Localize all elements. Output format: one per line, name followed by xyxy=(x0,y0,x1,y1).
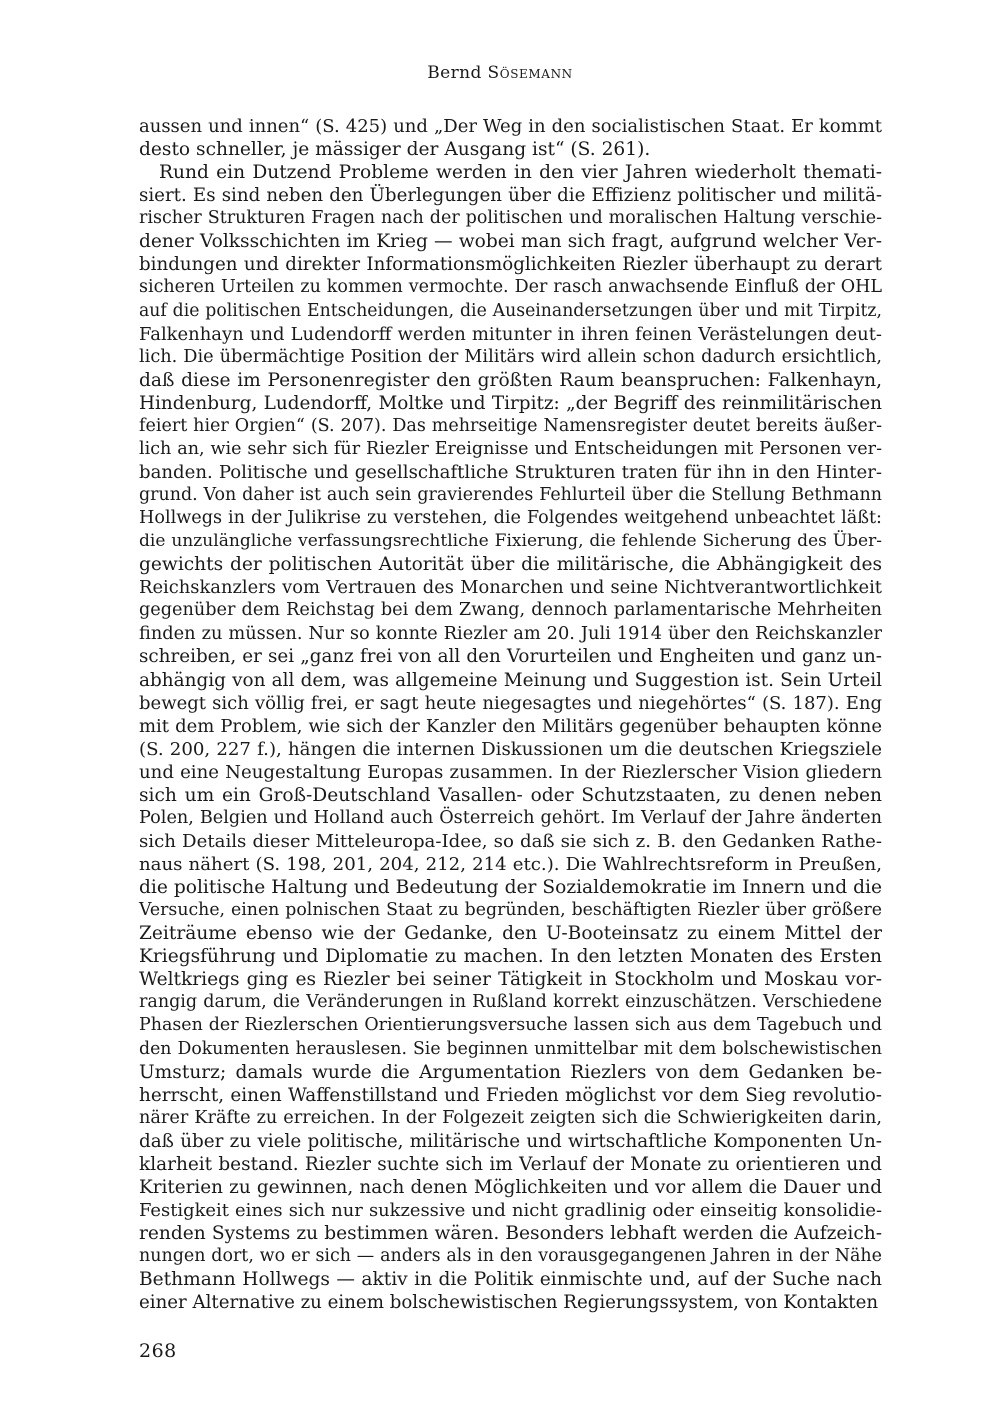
text-line: lich. Die übermächtige Position der Militärs wird allein schon dadurch ersichtlich, xyxy=(139,346,882,367)
text-line: feiert hier Orgien“ (S. 207). Das mehrseitige Namensregister deutet bereits äußer- xyxy=(139,415,882,436)
text-line: daß diese im Personenregister den größten Raum beanspruchen: Falkenhayn, xyxy=(139,369,882,391)
text-line: rangig darum, die Veränderungen in Rußland korrekt einzuschätzen. Verschiedene xyxy=(139,992,882,1013)
text-line: naus nähert (S. 198, 201, 204, 212, 214 etc.). Die Wahlrechtsreform in Preußen, xyxy=(139,854,882,875)
text-line: daß über zu viele politische, militärische und wirtschaftliche Komponenten Un- xyxy=(139,1130,882,1152)
text-line: Falkenhayn und Ludendorff werden mitunter in ihren feinen Verästelungen deut- xyxy=(139,323,882,345)
text-line: aussen und innen“ (S. 425) und „Der Weg in den socialistischen Staat. Er kommt xyxy=(139,116,882,137)
text-line: rischer Strukturen Fragen nach der politischen und moralischen Haltung verschie- xyxy=(139,208,882,229)
text-line: gegenüber dem Reichstag bei dem Zwang, dennoch parlamentarische Mehrheiten xyxy=(139,600,882,621)
text-line: Phasen der Riezlerschen Orientierungsversuche lassen sich aus dem Tagebuch und xyxy=(139,1015,882,1036)
text-line: nungen dort, wo er sich — anders als in den vorausgegangenen Jahren in der Nähe xyxy=(139,1246,882,1267)
text-line: (S. 200, 227 f.), hängen die internen Diskussionen um die deutschen Kriegsziele xyxy=(139,738,882,760)
text-line: sich um ein Groß-Deutschland Vasallen- oder Schutzstaaten, zu denen neben xyxy=(139,784,882,806)
text-line: herrscht, einen Waffenstillstand und Frieden möglichst vor dem Sieg revolutio- xyxy=(139,1084,882,1106)
text-line: Festigkeit eines sich nur sukzessive und nicht gradlinig oder einseitig konsolidie- xyxy=(139,1199,882,1221)
text-line: abhängig von all dem, was allgemeine Meinung und Suggestion ist. Sein Urteil xyxy=(139,669,882,691)
text-line: auf die politischen Entscheidungen, die Auseinandersetzungen über und mit Tirpitz, xyxy=(139,300,882,321)
text-line: Rund ein Dutzend Probleme werden in den vier Jahren wiederholt themati- xyxy=(159,162,882,184)
text-line: finden zu müssen. Nur so konnte Riezler am 20. Juli 1914 über den Reichskanzler xyxy=(139,623,882,645)
text-line: Versuche, einen polnischen Staat zu begründen, beschäftigten Riezler über größere xyxy=(139,900,882,921)
text-line: die unzulängliche verfassungsrechtliche Fixierung, die fehlende Sicherung des Über- xyxy=(139,531,882,552)
text-line: Kriegsführung und Diplomatie zu machen. In den letzten Monaten des Ersten xyxy=(139,946,882,968)
text-line: desto schneller, je mässiger der Ausgang ist“ (S. 261). xyxy=(139,139,651,161)
text-line: sicheren Urteilen zu kommen vermochte. Der rasch anwachsende Einfluß der OHL xyxy=(139,277,882,298)
text-line: gewichts der politischen Autorität über die militärische, die Abhängigkeit des xyxy=(139,554,882,576)
text-line: grund. Von daher ist auch sein gravierendes Fehlurteil über die Stellung Bethmann xyxy=(139,485,882,505)
text-line: Hindenburg, Ludendorff, Moltke und Tirpitz: „der Begriff des reinmilitärischen xyxy=(139,392,882,414)
text-line: die politische Haltung und Bedeutung der Sozialdemokratie im Innern und die xyxy=(139,877,882,899)
running-header xyxy=(0,63,1000,83)
text-line: siert. Es sind neben den Überlegungen über die Effizienz politischer und militä- xyxy=(139,185,882,207)
text-line: Umsturz; damals wurde die Argumentation Riezlers von dem Gedanken be- xyxy=(139,1061,882,1083)
text-line: lich an, wie sehr sich für Riezler Ereignisse und Entscheidungen mit Personen ver- xyxy=(139,438,882,459)
text-line: Polen, Belgien und Holland auch Österreich gehört. Im Verlauf der Jahre änderten xyxy=(139,807,882,828)
page-number: 268 xyxy=(139,1340,177,1362)
text-line: sich Details dieser Mitteleuropa-Idee, so daß sie sich z. B. den Gedanken Rathe- xyxy=(139,830,882,852)
text-line: Zeiträume ebenso wie der Gedanke, den U-Booteinsatz zu einem Mittel der xyxy=(139,923,882,945)
text-line: renden Systems zu bestimmen wären. Besonders lebhaft werden die Aufzeich- xyxy=(139,1223,882,1244)
text-line: Reichskanzlers vom Vertrauen des Monarchen und seine Nichtverantwortlichkeit xyxy=(139,577,882,599)
text-line: den Dokumenten herauslesen. Sie beginnen unmittelbar mit dem bolschewistischen xyxy=(139,1038,882,1059)
header-author-first: Bernd xyxy=(427,63,482,83)
header-author-last: Sösemann xyxy=(487,63,573,83)
text-line: und eine Neugestaltung Europas zusammen. In der Riezlerscher Vision gliedern xyxy=(139,761,882,783)
text-line: Weltkriegs ging es Riezler bei seiner Tätigkeit in Stockholm und Moskau vor- xyxy=(139,969,882,991)
text-line: bindungen und direkter Informationsmöglichkeiten Riezler überhaupt zu derart xyxy=(139,254,882,276)
text-line: mit dem Problem, wie sich der Kanzler den Militärs gegenüber behaupten könne xyxy=(139,715,882,737)
text-line: Hollwegs in der Julikrise zu verstehen, die Folgendes weitgehend unbeachtet läßt: xyxy=(139,508,882,529)
text-line: schreiben, er sei „ganz frei von all den Vorurteilen und Engheiten und ganz un- xyxy=(139,646,882,668)
text-line: einer Alternative zu einem bolschewistischen Regierungssystem, von Kontakten xyxy=(139,1292,879,1314)
text-line: banden. Politische und gesellschaftliche Strukturen traten für ihn in den Hinter- xyxy=(139,461,882,483)
text-line: närer Kräfte zu erreichen. In der Folgezeit zeigten sich die Schwierigkeiten darin, xyxy=(139,1107,882,1128)
text-line: Kriterien zu gewinnen, nach denen Möglichkeiten und vor allem die Dauer und xyxy=(139,1176,882,1198)
text-line: bewegt sich völlig frei, er sagt heute niegesagtes und niegehörtes“ (S. 187). Eng xyxy=(139,692,882,714)
body-text xyxy=(139,115,882,1314)
text-line: dener Volksschichten im Krieg — wobei man sich fragt, aufgrund welcher Ver- xyxy=(139,231,882,253)
text-line: klarheit bestand. Riezler suchte sich im Verlauf der Monate zu orientieren und xyxy=(139,1153,882,1175)
text-line: Bethmann Hollwegs — aktiv in die Politik einmischte und, auf der Suche nach xyxy=(139,1269,882,1291)
